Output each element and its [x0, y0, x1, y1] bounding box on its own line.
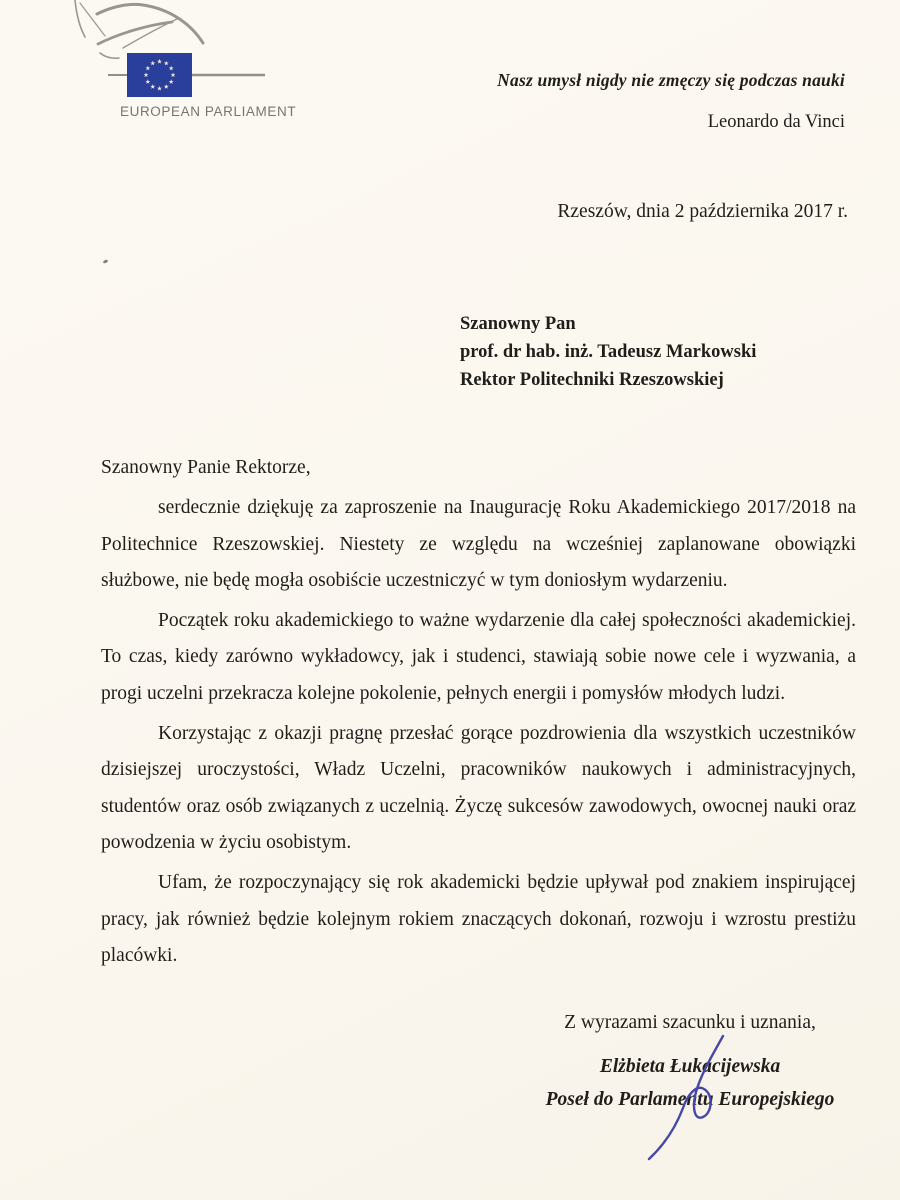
body-paragraph-1: serdecznie dziękuję za zaproszenie na Inaugurację Roku Akademickiego 2017/2018 na Politechnice Rzeszowskiej. Niestety ze względu na wcześniej zaplanowane obowiązki służbowe, nie będę mogła osobiście uczestniczyć w tym doniosłym wydarzeniu. — [101, 497, 856, 591]
addressee-line-2: prof. dr hab. inż. Tadeusz Markowski — [460, 342, 757, 362]
addressee-line-3: Rektor Politechniki Rzeszowskiej — [460, 370, 724, 390]
ep-logo — [58, 0, 388, 119]
hemicycle-icon — [75, 0, 203, 58]
eu-flag-icon — [127, 53, 192, 97]
addressee-line-1: Szanowny Pan — [460, 314, 576, 334]
ep-logo-caption: EUROPEAN PARLIAMENT — [120, 104, 297, 119]
ep-logo-graphic — [58, 0, 388, 100]
motto-quote: Nasz umysł nigdy nie zmęczy się podczas nauki — [497, 70, 845, 90]
addressee-block — [460, 310, 756, 394]
scan-speck — [103, 259, 109, 264]
body-paragraph-4: Ufam, że rozpoczynający się rok akademicki będzie upływał pod znakiem inspirującej pracy, jak również będzie kolejnym rokiem znaczących dokonań, rozwoju i wzrostu prestiżu placówki. — [101, 872, 856, 966]
salutation: Szanowny Panie Rektorze, — [101, 457, 311, 478]
body-paragraph-3: Korzystając z okazji pragnę przesłać gorące pozdrowienia dla wszystkich uczestników dzisiejszej uroczystości, Władz Uczelni, pracowników naukowych i administracyjnych, studentów oraz osób związanych z uczelnią. Życzę sukcesów zawodowych, owocnej nauki oraz powodzenia w życiu osobistym. — [101, 723, 856, 853]
dateline: Rzeszów, dnia 2 października 2017 r. — [557, 201, 848, 222]
valediction: Z wyrazami szacunku i uznania, — [564, 1012, 816, 1033]
letter-body — [101, 450, 856, 974]
signer-title: Poseł do Parlamentu Europejskiego — [545, 1089, 835, 1110]
signer-name: Elżbieta Łukacijewska — [599, 1056, 781, 1077]
body-paragraph-2: Początek roku akademickiego to ważne wydarzenie dla całej społeczności akademickiej. To czas, kiedy zarówno wykładowcy, jak i studenci, stawiają sobie nowe cele i wyzwania, a progi uczelni przekracza kolejne pokolenie, pełnych energii i pomysłów młodych ludzi. — [101, 610, 856, 704]
signature-scribble — [635, 1028, 745, 1168]
motto-author: Leonardo da Vinci — [707, 112, 845, 132]
